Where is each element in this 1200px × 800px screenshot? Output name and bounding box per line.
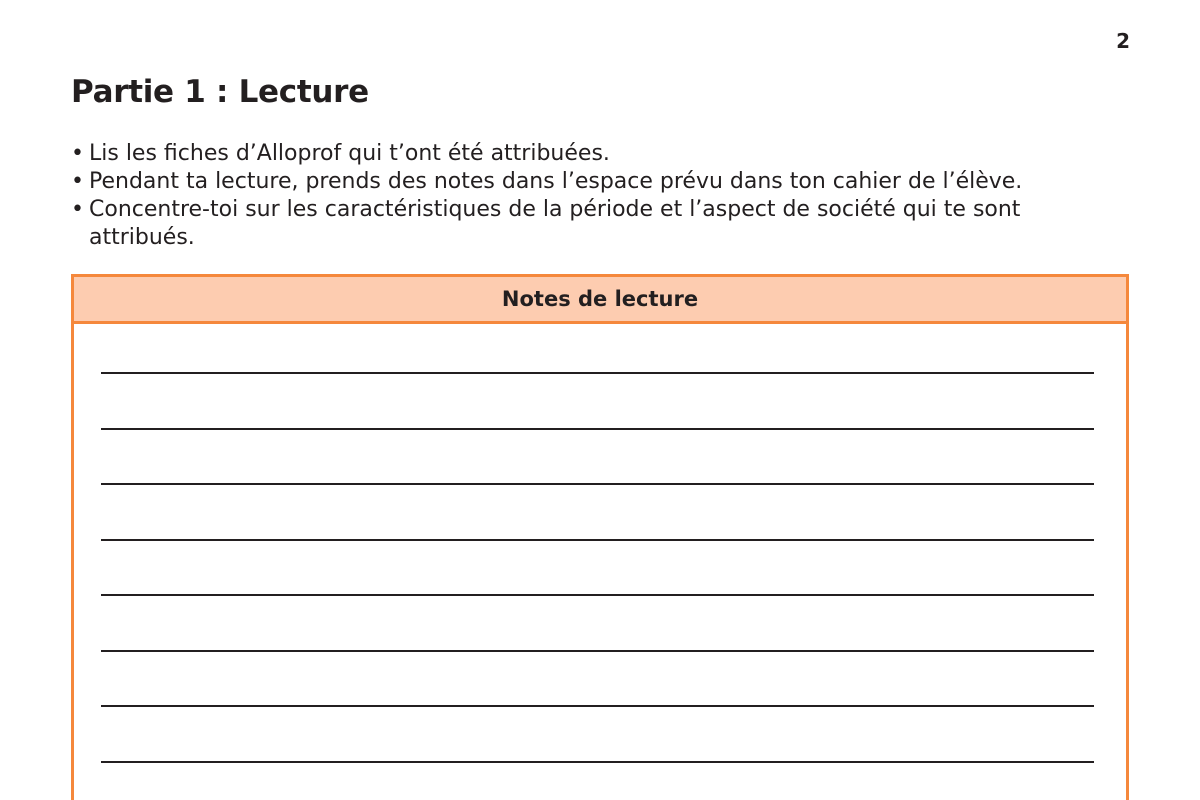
writing-line [101,594,1094,596]
writing-line [101,372,1094,374]
instruction-item: • Pendant ta lecture, prends des notes dans l’espace prévu dans ton cahier de l’élève. [71,168,1131,196]
notes-header: Notes de lecture [74,277,1126,324]
instruction-item: • Concentre-toi sur les caractéristiques de la période et l’aspect de société qui te sont attribués. [71,196,1131,252]
writing-line [101,428,1094,430]
reading-notes-box [71,274,1129,800]
page-number: 2 [1116,29,1130,53]
instruction-list [71,140,1131,252]
writing-line [101,539,1094,541]
writing-line [101,761,1094,763]
writing-line [101,483,1094,485]
writing-line [101,705,1094,707]
instruction-item: • Lis les fiches d’Alloprof qui t’ont été attribuées. [71,140,1131,168]
section-title: Partie 1 : Lecture [71,74,369,110]
writing-line [101,650,1094,652]
